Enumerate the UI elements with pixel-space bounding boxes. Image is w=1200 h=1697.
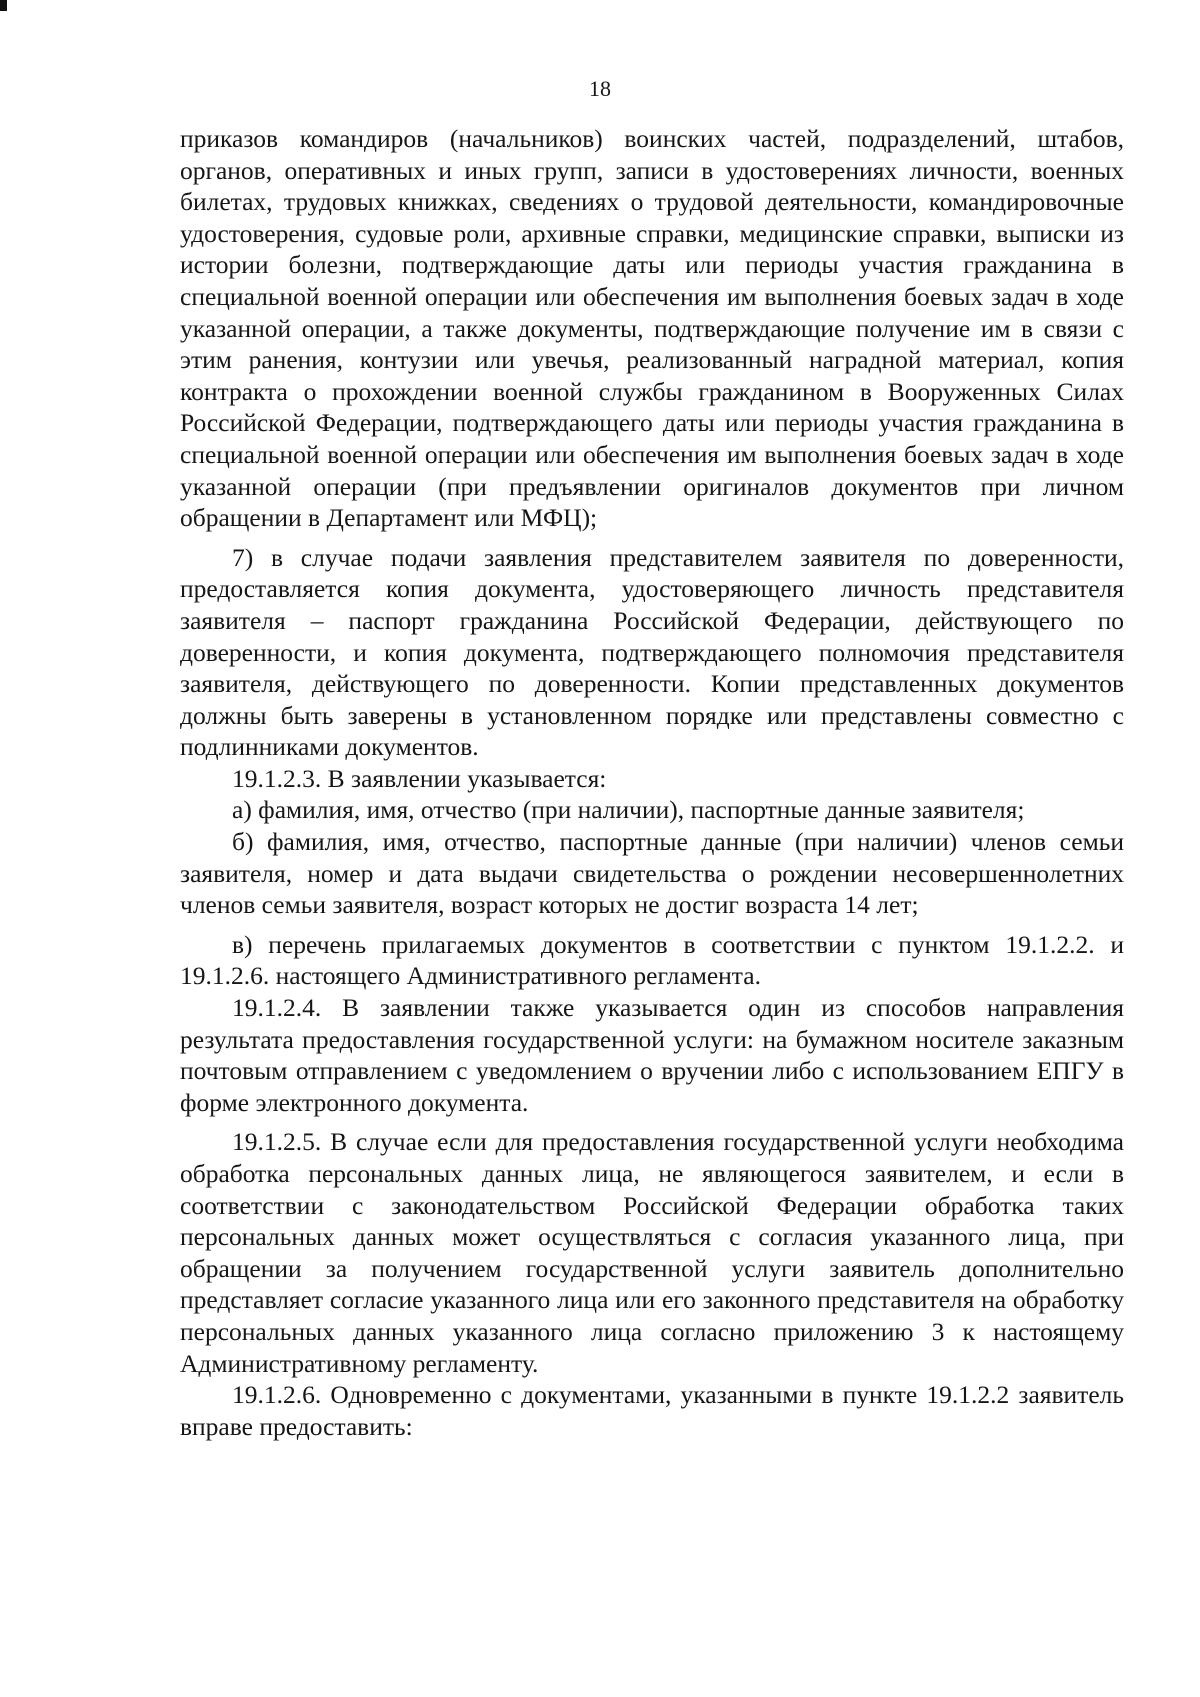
paragraph-documents-list-end: приказов командиров (начальников) воинских частей, подразделений, штабов, органов, оперативных и иных групп, записи в удостоверениях личности, военных билетах, трудовых книжках, сведениях о трудовой деятельности, командировочные удостоверения, судовые роли, архивные справки, медицинские справки, выписки из истории болезни, подтверждающие даты или периоды участия гражданина в специальной военной операции или обеспечения им выполнения боевых задач в ходе указанной операции, а также документы, подтверждающие получение им в связи с этим ранения, контузии или увечья, реализованный наградной материал, копия контракта о прохождении военной службы гражданином в Вооруженных Силах Российской Федерации, подтверждающего даты или периоды участия гражданина в специальной военной операции или обеспечения им выполнения боевых задач в ходе указанной операции (при предъявлении оригиналов документов при личном обращении в Департамент или МФЦ); xyxy=(180,124,1124,533)
paragraph-item-7: 7) в случае подачи заявления представителем заявителя по доверенности, предоставляется копия документа, удостоверяющего личность представителя заявителя – паспорт гражданина Российской Федерации, действующего по доверенности, и копия документа, подтверждающего полномочия представителя заявителя, действующего по доверенности. Копии представленных документов должны быть заверены в установленном порядке или представлены совместно с подлинниками документов. xyxy=(180,542,1124,762)
paragraph-item-v: в) перечень прилагаемых документов в соответствии с пунктом 19.1.2.2. и 19.1.2.6. настоящего Административного регламента. xyxy=(180,929,1124,991)
paragraph-19-1-2-6: 19.1.2.6. Одновременно с документами, указанными в пункте 19.1.2.2 заявитель вправе предоставить: xyxy=(180,1380,1124,1441)
paragraph-19-1-2-3: 19.1.2.3. В заявлении указывается: xyxy=(232,763,607,793)
scan-corner-mark xyxy=(0,0,7,11)
paragraph-item-a: а) фамилия, имя, отчество (при наличии), паспортные данные заявителя; xyxy=(232,795,1025,825)
document-body xyxy=(180,123,1124,1442)
paragraph-19-1-2-5: 19.1.2.5. В случае если для предоставления государственной услуги необходима обработка персональных данных лица, не являющегося заявителем, и если в соответствии с законодательством Российской Федерации обработка таких персональных данных может осуществляться с согласия указанного лица, при обращении за получением государственной услуги заявитель дополнительно представляет согласие указанного лица или его законного представителя на обработку персональных данных указанного лица согласно приложению 3 к настоящему Административному регламенту. xyxy=(180,1127,1124,1378)
paragraph-item-b: б) фамилия, имя, отчество, паспортные данные (при наличии) членов семьи заявителя, номер и дата выдачи свидетельства о рождении несовершеннолетних членов семьи заявителя, возраст которых не достиг возраста 14 лет; xyxy=(180,827,1124,920)
paragraph-19-1-2-4: 19.1.2.4. В заявлении также указывается один из способов направления результата предоставления государственной услуги: на бумажном носителе заказным почтовым отправлением с уведомлением о вручении либо с использованием ЕПГУ в форме электронного документа. xyxy=(180,993,1124,1117)
page-number: 18 xyxy=(589,76,611,101)
